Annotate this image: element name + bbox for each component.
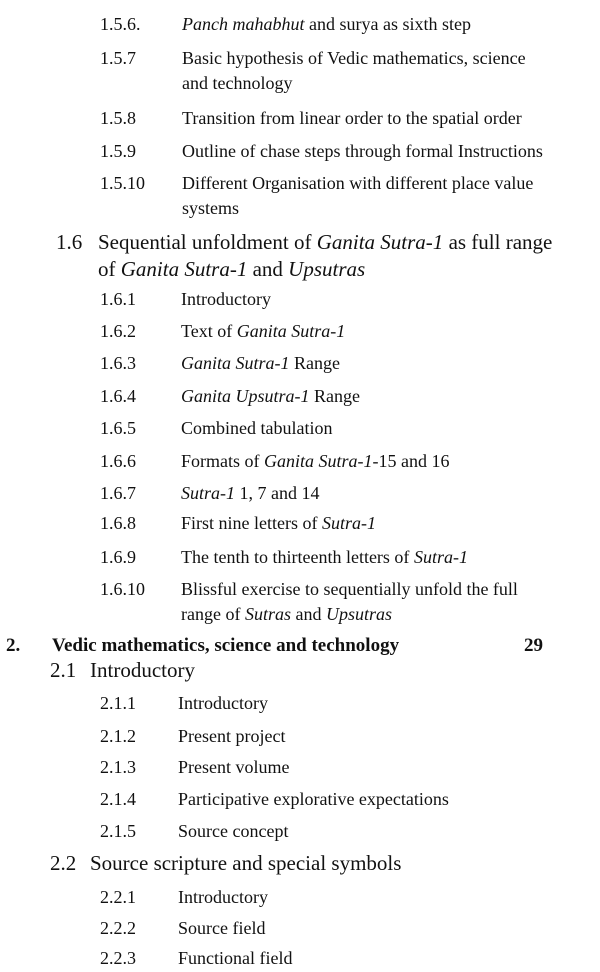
- entry-title: Present volume: [178, 757, 290, 777]
- entry-title: [182, 46, 592, 96]
- entry-number: 1.6.9: [100, 547, 136, 567]
- entry-title: Functional field: [178, 948, 293, 968]
- entry-title-italic: Sutra-1: [321, 513, 376, 533]
- entry-title: Introductory: [181, 289, 271, 309]
- entry-title-line-1: Blissful exercise to sequentially unfold the full: [181, 579, 518, 599]
- entry-title-line-1: Basic hypothesis of Vedic mathematics, science: [182, 48, 526, 68]
- entry-number: 2.1.3: [100, 757, 136, 777]
- entry-title-text: Formats of: [181, 451, 264, 471]
- entry-number: 1.6.6: [100, 451, 136, 471]
- entry-number: 1.6.2: [100, 321, 136, 341]
- entry-number: 2.2.2: [100, 918, 136, 938]
- entry-number: 1.6.3: [100, 353, 136, 373]
- section-title-italic: Upsutras: [288, 257, 366, 281]
- entry-title-text: and surya as sixth step: [304, 14, 471, 34]
- entry-title-text: 1, 7 and 14: [235, 483, 320, 503]
- entry-number: 2.2.1: [100, 887, 136, 907]
- section-title-italic: Ganita Sutra-1: [316, 230, 444, 254]
- entry-title: Outline of chase steps through formal Instructions: [182, 141, 543, 161]
- entry-title-italic: Sutra-1: [413, 547, 468, 567]
- section-number: 2.2: [50, 851, 77, 875]
- entry-title-italic: Sutras: [244, 604, 291, 624]
- chapter-number: 2.: [6, 635, 21, 656]
- section-title: [98, 229, 596, 283]
- entry-title-italic: Upsutras: [325, 604, 392, 624]
- entry-number: 1.5.10: [100, 173, 145, 193]
- entry-title: Participative explorative expectations: [178, 789, 449, 809]
- entry-title: Transition from linear order to the spatial order: [182, 108, 522, 128]
- entry-title: [181, 351, 591, 376]
- section-title-text: as full range: [443, 230, 553, 254]
- entry-title-line-1: Different Organisation with different place value: [182, 173, 534, 193]
- entry-title-text: Range: [289, 353, 340, 373]
- entry-title-italic: Ganita Sutra-1: [181, 353, 290, 373]
- entry-title: Source field: [178, 918, 266, 938]
- section-title-italic: Ganita Sutra-1: [120, 257, 248, 281]
- entry-title-italic: Panch mahabhut: [182, 14, 305, 34]
- entry-title-text: Text of: [181, 321, 237, 341]
- entry-title-line-2: systems: [182, 198, 240, 218]
- entry-number: 2.1.1: [100, 693, 136, 713]
- entry-title: Source concept: [178, 821, 289, 841]
- entry-number: 1.6.10: [100, 579, 145, 599]
- entry-number: 1.6.7: [100, 483, 136, 503]
- entry-title: [181, 481, 591, 506]
- entry-title: [181, 545, 591, 570]
- entry-number: 2.2.3: [100, 948, 136, 968]
- entry-title-italic: Ganita Sutra-1: [236, 321, 346, 341]
- entry-title: [181, 511, 591, 536]
- entry-title-text: and: [290, 604, 326, 624]
- entry-number: 1.6.5: [100, 418, 136, 438]
- section-title-text: of: [98, 257, 121, 281]
- section-number: 2.1: [50, 658, 77, 682]
- entry-title-text: Range: [309, 386, 360, 406]
- entry-title: Introductory: [178, 693, 268, 713]
- entry-title: [181, 577, 591, 627]
- section-number: 1.6: [56, 230, 83, 254]
- entry-title: Introductory: [178, 887, 268, 907]
- entry-title: [182, 12, 592, 37]
- section-title: Source scripture and special symbols: [90, 851, 402, 875]
- entry-title-text: range of: [181, 604, 245, 624]
- entry-title-italic: Ganita Sutra-1: [264, 451, 373, 471]
- entry-title-line-2: and technology: [182, 73, 293, 93]
- entry-number: 1.5.9: [100, 141, 136, 161]
- entry-number: 1.6.1: [100, 289, 136, 309]
- chapter-title: Vedic mathematics, science and technology: [52, 635, 400, 656]
- entry-number: 2.1.2: [100, 726, 136, 746]
- entry-title: Present project: [178, 726, 286, 746]
- entry-title: [181, 384, 591, 409]
- entry-title-italic: Ganita Upsutra-1: [181, 386, 310, 406]
- entry-title: [181, 449, 591, 474]
- section-title-text: Sequential unfoldment of: [98, 230, 317, 254]
- section-title: Introductory: [90, 658, 195, 682]
- entry-title-text: The tenth to thirteenth letters of: [181, 547, 414, 567]
- entry-number: 2.1.4: [100, 789, 136, 809]
- entry-number: 1.6.4: [100, 386, 136, 406]
- entry-number: 1.6.8: [100, 513, 136, 533]
- entry-title: [182, 171, 592, 221]
- entry-number: 1.5.7: [100, 48, 136, 68]
- entry-number: 1.5.6.: [100, 14, 141, 34]
- entry-title: Combined tabulation: [181, 418, 333, 438]
- entry-title: [181, 319, 591, 344]
- chapter-page-number: 29: [524, 635, 543, 656]
- section-title-text: and: [247, 257, 289, 281]
- entry-number: 1.5.8: [100, 108, 136, 128]
- entry-number: 2.1.5: [100, 821, 136, 841]
- entry-title-text: First nine letters of: [181, 513, 322, 533]
- entry-title-text: -15 and 16: [372, 451, 450, 471]
- entry-title-italic: Sutra-1: [181, 483, 235, 503]
